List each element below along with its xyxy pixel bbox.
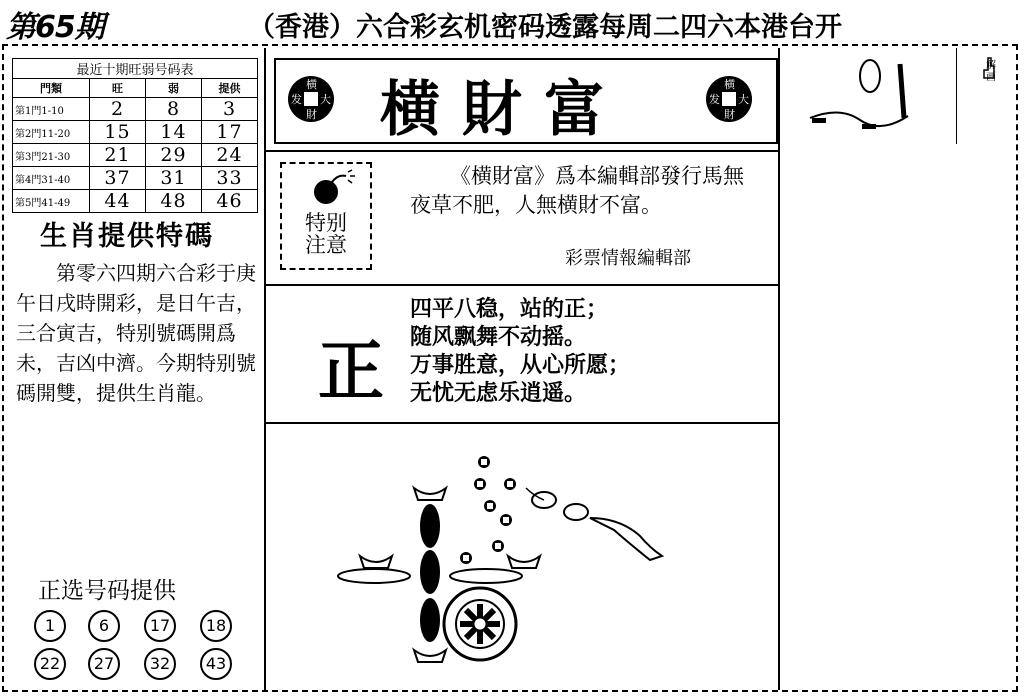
- vase-illustration: [800, 56, 930, 136]
- pick-number: 22: [34, 648, 66, 680]
- row-label: 第2門11-20: [13, 121, 90, 144]
- cell: 44: [90, 190, 146, 213]
- poem-line: 无忧无虑乐逍遥。: [410, 381, 587, 406]
- cell: 2: [90, 98, 146, 121]
- cell: 3: [202, 98, 258, 121]
- cell: 8: [146, 98, 202, 121]
- picks-title: 正选号码提供: [38, 578, 176, 604]
- pick-number: 17: [144, 610, 176, 642]
- riddle-illustration: [330, 448, 690, 690]
- col-header: 提供: [202, 79, 258, 98]
- col-header: 旺: [90, 79, 146, 98]
- masthead-title: 横財富: [380, 75, 626, 145]
- row-label: 第1門1-10: [13, 98, 90, 121]
- table-row: [13, 98, 258, 121]
- zodiac-text: 第零六四期六合彩于庚午日戌時開彩，是日午吉，三合寅吉，特别號碼開爲未，吉凶中濟。今期特别號碼開雙，提供生肖龍。: [16, 261, 256, 405]
- column-divider: [264, 48, 266, 690]
- cell: 24: [202, 144, 258, 167]
- notice-signature: 彩票情報編輯部: [565, 248, 691, 269]
- col-header: 門類: [13, 79, 90, 98]
- poem-line: 四平八稳，站的正；: [410, 297, 609, 322]
- stats-table: [12, 58, 258, 213]
- col-header: 弱: [146, 79, 202, 98]
- pick-number: 32: [144, 648, 176, 680]
- pick-number: 18: [200, 610, 232, 642]
- cell: 33: [202, 167, 258, 190]
- bomb-icon: [308, 168, 356, 208]
- cell: 48: [146, 190, 202, 213]
- cell: 14: [146, 121, 202, 144]
- pick-number: 6: [88, 610, 120, 642]
- note-divider: [956, 48, 957, 144]
- notice-label: 特别 注意: [305, 211, 347, 257]
- section-divider: [266, 284, 778, 286]
- cell: 21: [90, 144, 146, 167]
- table-row: [13, 167, 258, 190]
- cell: 37: [90, 167, 146, 190]
- table-row: [13, 144, 258, 167]
- cell: 15: [90, 121, 146, 144]
- coin-icon: 横 发 大 財: [288, 76, 334, 122]
- cell: 46: [202, 190, 258, 213]
- right-divider: [778, 48, 780, 690]
- row-label: 第5門41-49: [13, 190, 90, 213]
- cell: 17: [202, 121, 258, 144]
- pick-number: 43: [200, 648, 232, 680]
- row-label: 第3門21-30: [13, 144, 90, 167]
- pick-number: 1: [34, 610, 66, 642]
- poem-line: 随风飘舞不动摇。: [410, 325, 587, 350]
- big-character: 正: [318, 333, 384, 410]
- headline: （香港）六合彩玄机密码透露每周二四六本港台开: [248, 12, 842, 43]
- table-row: [13, 121, 258, 144]
- poem: [410, 296, 630, 408]
- side-note: 解画: [986, 60, 996, 83]
- stats-caption: 最近十期旺弱号码表: [13, 59, 258, 79]
- notice-text: 《横財富》爲本編輯部發行馬無夜草不肥，人無横財不富。: [410, 164, 744, 217]
- pick-number: 27: [88, 648, 120, 680]
- coin-icon: 横 发 大 財: [706, 76, 752, 122]
- cell: 29: [146, 144, 202, 167]
- issue-number: 第65期: [6, 10, 104, 45]
- section-divider: [266, 150, 778, 152]
- table-row: [13, 190, 258, 213]
- section-divider: [266, 422, 778, 424]
- row-label: 第4門31-40: [13, 167, 90, 190]
- poem-line: 万事胜意，从心所愿；: [410, 353, 631, 378]
- cell: 31: [146, 167, 202, 190]
- zodiac-title: 生肖提供特碼: [40, 221, 214, 252]
